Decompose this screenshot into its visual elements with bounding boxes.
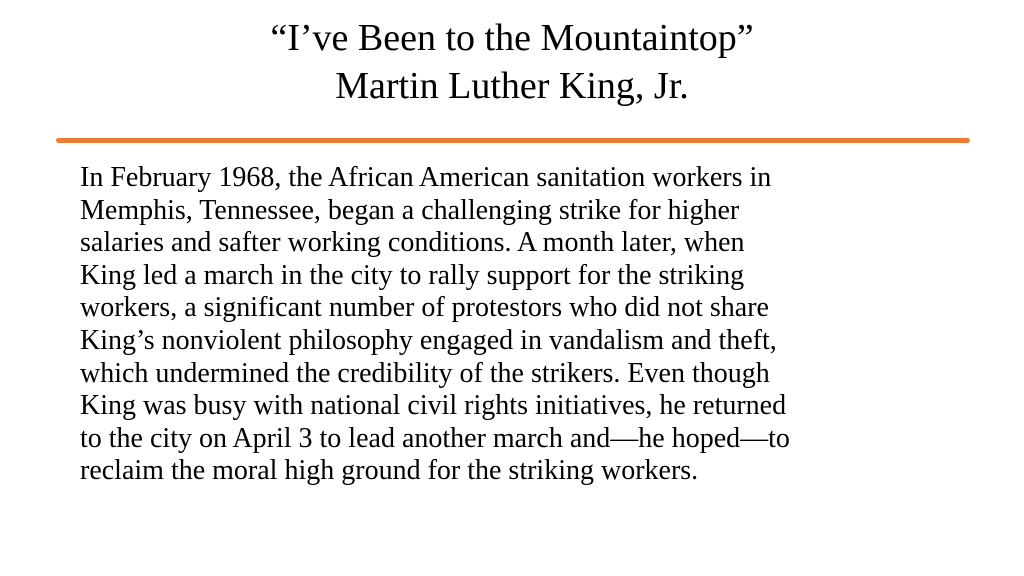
slide-title <box>0 14 1024 110</box>
title-speaker-name: Martin Luther King, Jr. <box>335 65 689 107</box>
title-speech-name: “I’ve Been to the Mountaintop” <box>270 17 754 59</box>
body-paragraph: In February 1968, the African American sanitation workers in Memphis, Tennessee, began a challenging strike for higher salaries and safter working conditions. A month later, when King led a march in the city to rally support for the striking workers, a significant number of protestors who did not share King’s nonviolent philosophy engaged in vandalism and theft, which undermined the credibility of the strikers. Even though King was busy with national civil rights initiatives, he returned to the city on April 3 to lead another march and—he hoped—to reclaim the moral high ground for the striking workers. <box>80 162 790 487</box>
title-divider <box>56 138 970 143</box>
